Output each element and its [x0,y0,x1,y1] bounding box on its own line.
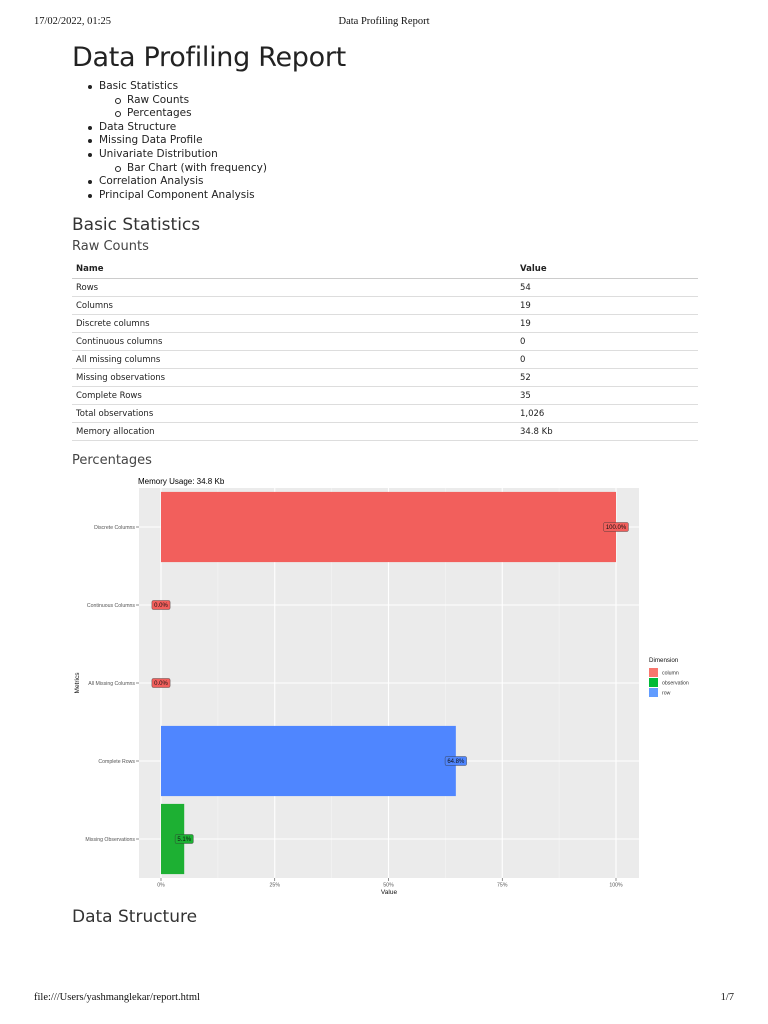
toc-subitem[interactable] [72,94,472,108]
data-label: 100.0% [605,525,627,531]
print-header [34,16,734,30]
raw-counts-table [72,260,698,441]
metric-name-cell: Columns [72,297,516,315]
print-footer [34,992,734,1006]
toc-link[interactable]: Univariate Distribution [99,147,218,160]
toc-item[interactable] [72,134,472,148]
toc-link[interactable]: Principal Component Analysis [99,188,255,201]
metric-name-cell: Rows [72,279,516,297]
x-axis-title: Value [380,889,398,896]
raw-counts-heading: Raw Counts [72,239,149,254]
table-row [72,405,698,423]
metric-name-cell: Continuous columns [72,333,516,351]
y-tick-label: Continuous Columns [86,602,135,609]
toc-item[interactable] [72,148,472,162]
table-header-row [72,260,698,279]
table-row [72,315,698,333]
metric-value-cell: 35 [516,387,698,405]
toc-item[interactable] [72,175,472,189]
metric-value-cell: 54 [516,279,698,297]
legend-label-column: column [662,670,679,677]
metric-value-cell: 19 [516,315,698,333]
y-tick-label: Missing Observations [85,836,135,843]
x-tick-label: 75% [497,882,508,889]
metric-value-cell: 0 [516,351,698,369]
metric-value-cell: 0 [516,333,698,351]
x-tick-label: 0% [157,882,165,889]
legend-title: Dimension [649,657,679,664]
legend-swatch-row [649,688,658,697]
table-row [72,423,698,441]
data-structure-heading: Data Structure [72,907,198,927]
table-row [72,351,698,369]
bar-discrete-columns [161,492,616,562]
data-label: 0.0% [154,681,168,687]
metric-name-cell: Discrete columns [72,315,516,333]
basic-statistics-heading: Basic Statistics [72,215,201,235]
metric-value-cell: 19 [516,297,698,315]
metric-name-cell: Memory allocation [72,423,516,441]
percentages-heading: Percentages [72,453,152,468]
print-page-title: Data Profiling Report [338,16,430,27]
data-label: 0.0% [154,603,168,609]
print-page-number: 1/7 [720,992,734,1003]
toc-link[interactable]: Correlation Analysis [99,175,204,188]
metric-name-cell: Missing observations [72,369,516,387]
toc-subitem[interactable] [72,107,472,121]
legend-swatch-observation [649,678,658,687]
print-datetime: 17/02/2022, 01:25 [34,16,112,27]
y-tick-label: Complete Rows [98,758,135,765]
y-axis-title: Metrics [74,672,81,694]
data-label: 5.1% [177,837,192,843]
legend-swatch-column [649,668,658,677]
x-tick-label: 100% [609,882,623,889]
page-title: Data Profiling Report [72,42,346,73]
column-header-value: Value [516,260,698,279]
metric-value-cell: 1,026 [516,405,698,423]
metric-name-cell: Total observations [72,405,516,423]
column-header-name: Name [72,260,516,279]
table-row [72,369,698,387]
table-of-contents [72,80,472,202]
table-row [72,387,698,405]
table-row [72,279,698,297]
toc-link[interactable]: Data Structure [99,120,177,133]
table-row [72,297,698,315]
y-tick-label: Discrete Columns [94,524,135,531]
toc-item[interactable] [72,189,472,203]
toc-sublink[interactable]: Bar Chart (with frequency) [127,161,267,174]
toc-item[interactable] [72,80,472,94]
legend-label-row: row [662,690,671,697]
chart-title: Memory Usage: 34.8 Kb [138,477,225,486]
metric-value-cell: 34.8 Kb [516,423,698,441]
table-row [72,333,698,351]
toc-sublink[interactable]: Raw Counts [127,93,190,106]
memory-usage-chart [72,474,698,900]
y-tick-label: All Missing Columns [88,680,135,687]
toc-link[interactable]: Basic Statistics [99,80,179,92]
metric-value-cell: 52 [516,369,698,387]
toc-item[interactable] [72,121,472,135]
toc-sublink[interactable]: Percentages [127,107,192,120]
print-file-path: file:///Users/yashmanglekar/report.html [34,992,200,1003]
toc-link[interactable]: Missing Data Profile [99,134,203,147]
x-tick-label: 25% [269,882,280,889]
toc-subitem[interactable] [72,162,472,176]
bar-complete-rows [161,726,456,796]
metric-name-cell: All missing columns [72,351,516,369]
x-tick-label: 50% [383,882,394,889]
data-label: 64.8% [447,759,465,765]
legend-label-observation: observation [662,680,689,687]
memory-usage-chart-svg [72,474,698,900]
metric-name-cell: Complete Rows [72,387,516,405]
